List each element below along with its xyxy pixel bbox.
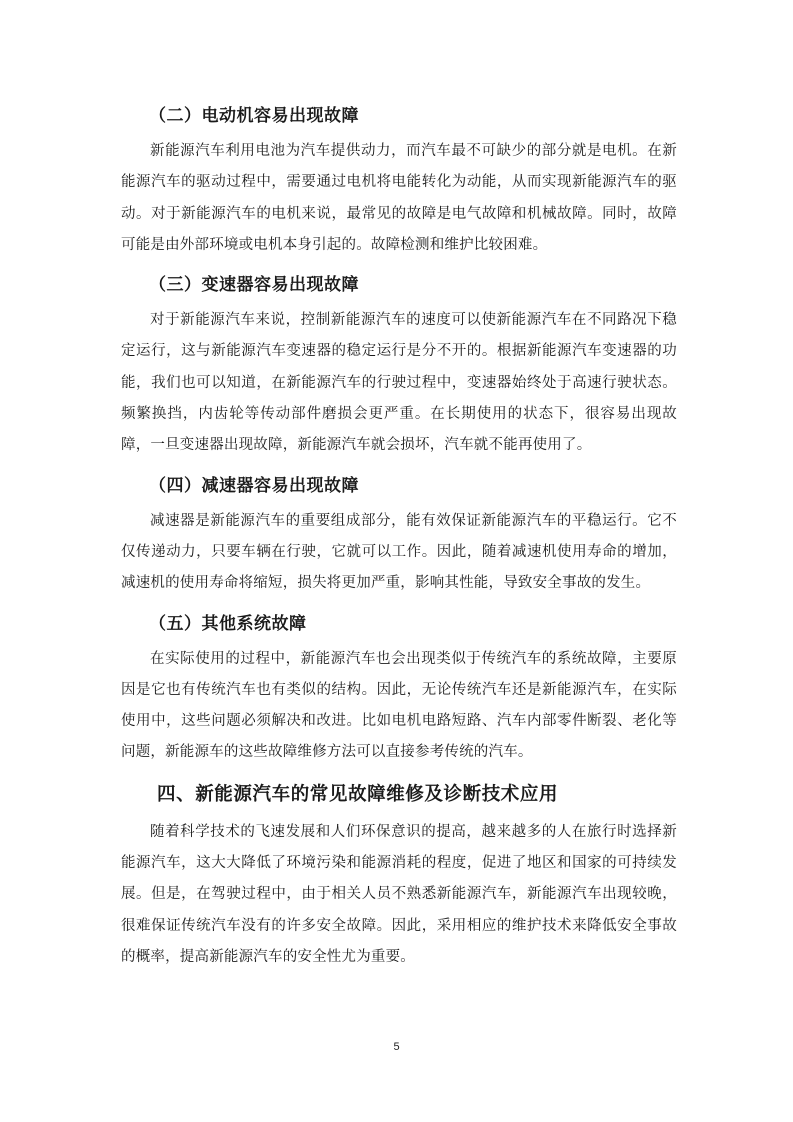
paragraph-transmission: 对于新能源汽车来说，控制新能源汽车的速度可以使新能源汽车在不同路况下稳定运行，这与新能源汽车变速器的稳定运行是分不开的。根据新能源汽车变速器的功能，我们也可以知道，在新能源汽车的行驶过程中，变速器始终处于高速行驶状态。频繁换挡，内齿轮等传动部件磨损会更严重。在长期使用的状态下，很容易出现故障，一旦变速器出现故障，新能源汽车就会损坏，汽车就不能再使用了。 (121, 312, 677, 454)
page-content (121, 96, 677, 977)
chapter-title: 四、新能源汽车的常见故障维修及诊断技术应用 (157, 783, 559, 805)
paragraph-reducer: 减速器是新能源汽车的重要组成部分，能有效保证新能源汽车的平稳运行。它不仅传递动力，只要车辆在行驶，它就可以工作。因此，随着减速机使用寿命的增加，减速机的使用寿命将缩短，损失将更加严重，影响其性能，导致安全事故的发生。 (121, 512, 677, 592)
section-title-other-systems: （五）其他系统故障 (149, 613, 307, 634)
paragraph-motor: 新能源汽车利用电池为汽车提供动力，而汽车最不可缺少的部分就是电机。在新能源汽车的驱动过程中，需要通过电机将电能转化为动能，从而实现新能源汽车的驱动。对于新能源汽车的电机来说，最常见的故障是电气故障和机械故障。同时，故障可能是由外部环境或电机本身引起的。故障检测和维护比较困难。 (121, 143, 677, 253)
page-number: 5 (393, 1041, 400, 1053)
section-title-transmission: （三）变速器容易出现故障 (149, 275, 359, 296)
section-title-reducer: （四）减速器容易出现故障 (149, 475, 359, 496)
section-title-motor: （二）电动机容易出现故障 (149, 106, 359, 126)
paragraph-other-systems: 在实际使用的过程中，新能源汽车也会出现类似于传统汽车的系统故障，主要原因是它也有传统汽车也有类似的结构。因此，无论传统汽车还是新能源汽车，在实际使用中，这些问题必须解决和改进。比如电机电路短路、汽车内部零件断裂、老化等问题，新能源车的这些故障维修方法可以直接参考传统的汽车。 (121, 650, 677, 761)
paragraph-chapter-intro: 随着科学技术的飞速发展和人们环保意识的提高，越来越多的人在旅行时选择新能源汽车，这大大降低了环境污染和能源消耗的程度，促进了地区和国家的可持续发展。但是，在驾驶过程中，由于相关人员不熟悉新能源汽车，新能源汽车出现较晚，很难保证传统汽车没有的许多安全故障。因此，采用相应的维护技术来降低安全事故的概率，提高新能源汽车的安全性尤为重要。 (121, 823, 677, 965)
